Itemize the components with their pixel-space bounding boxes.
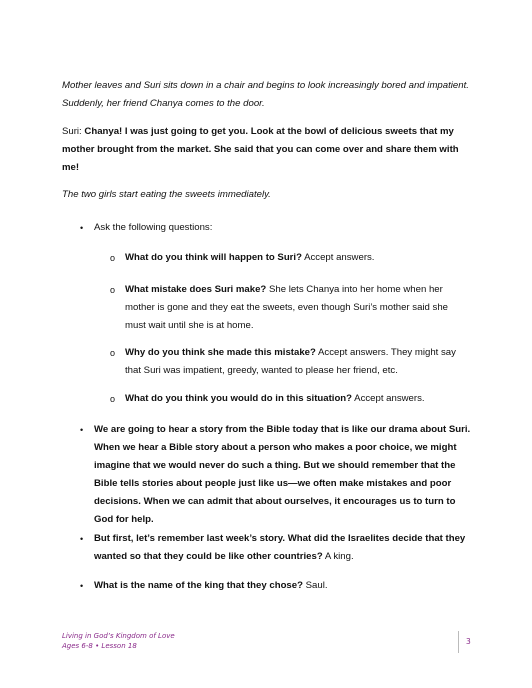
question-text: wanted so that they could be like other countries? xyxy=(94,551,323,562)
answer-text: must wait until she is at home. xyxy=(125,320,254,331)
text-line: We are going to hear a story from the Bible today that is like our drama about Suri. xyxy=(94,424,471,435)
question-3 xyxy=(125,344,456,380)
bullet-item-last-week xyxy=(94,530,465,566)
text-line: The two girls start eating the sweets immediately. xyxy=(62,189,271,200)
text-line: Suddenly, her friend Chanya comes to the door. xyxy=(62,98,265,109)
text-line: Mother leaves and Suri sits down in a chair and begins to look increasingly bored and impatient. xyxy=(62,80,469,91)
bullet-marker: • xyxy=(80,223,84,233)
question-1 xyxy=(125,249,374,267)
text-line: mother brought from the market. She said that you can come over and share them with xyxy=(62,144,459,155)
question-2 xyxy=(125,281,448,335)
text-line: When we hear a Bible story about a person who makes a poor choice, we might xyxy=(94,442,457,453)
bullet-marker: • xyxy=(80,425,84,435)
footer-lesson-info xyxy=(62,631,175,651)
bullet-marker: • xyxy=(80,534,84,544)
question-text: Why do you think she made this mistake? xyxy=(125,347,316,358)
narration-paragraph-2 xyxy=(62,186,271,204)
question-text: What do you think you would do in this situation? xyxy=(125,393,353,404)
text-line: But first, let’s remember last week’s story. What did the Israelites decide that they xyxy=(94,533,466,544)
text-line: Bible tells stories about people just like us—we often make mistakes and poor xyxy=(94,478,452,489)
bullet-item-instructions xyxy=(94,219,212,237)
answer-text: Accept answers. xyxy=(352,393,425,404)
sub-bullet-marker: o xyxy=(110,394,116,404)
narration-paragraph-1 xyxy=(62,77,469,113)
sub-bullet-marker: o xyxy=(110,348,116,358)
bullet-item-king-name xyxy=(94,577,328,595)
speaker-label: Suri: xyxy=(62,126,85,137)
sub-bullet-marker: o xyxy=(110,285,116,295)
answer-text: She lets Chanya into her home when her xyxy=(266,284,443,295)
text-line: decisions. When we can admit that about ourselves, it encourages us to turn to xyxy=(94,496,456,507)
footer-series-title: Living in God’s Kingdom of Love xyxy=(62,632,175,640)
answer-text: that Suri was impatient, greedy, wanted to please her friend, etc. xyxy=(125,365,398,376)
answer-text: Accept answers. They might say xyxy=(315,347,456,358)
question-text: What do you think will happen to Suri? xyxy=(125,252,302,263)
text-line: Chanya! I was just going to get you. Look at the bowl of delicious sweets that my xyxy=(84,126,454,137)
footer-lesson-label: Ages 6-8 • Lesson 18 xyxy=(62,642,137,650)
bullet-item-bible-story xyxy=(94,421,470,529)
question-4 xyxy=(125,390,425,408)
sub-bullet-marker: o xyxy=(110,253,116,263)
answer-text: Accept answers. xyxy=(301,252,375,263)
question-text: What is the name of the king that they chose? xyxy=(94,580,303,591)
answer-text: A king. xyxy=(322,551,354,562)
bullet-marker: • xyxy=(80,581,84,591)
answer-text: Saul. xyxy=(302,580,328,591)
text-line: God for help. xyxy=(94,514,154,525)
answer-text: mother is gone and they eat the sweets, even though Suri’s mother said she xyxy=(125,302,449,313)
text-line: me! xyxy=(62,162,80,173)
text-line: imagine that we would never do such a thing. But we should remember that the xyxy=(94,460,456,471)
text-line: Ask the following questions: xyxy=(94,222,213,233)
question-text: What mistake does Suri make? xyxy=(125,284,267,295)
page-number: 3 xyxy=(466,637,471,646)
suri-dialogue xyxy=(62,123,459,177)
footer-divider xyxy=(458,631,459,653)
